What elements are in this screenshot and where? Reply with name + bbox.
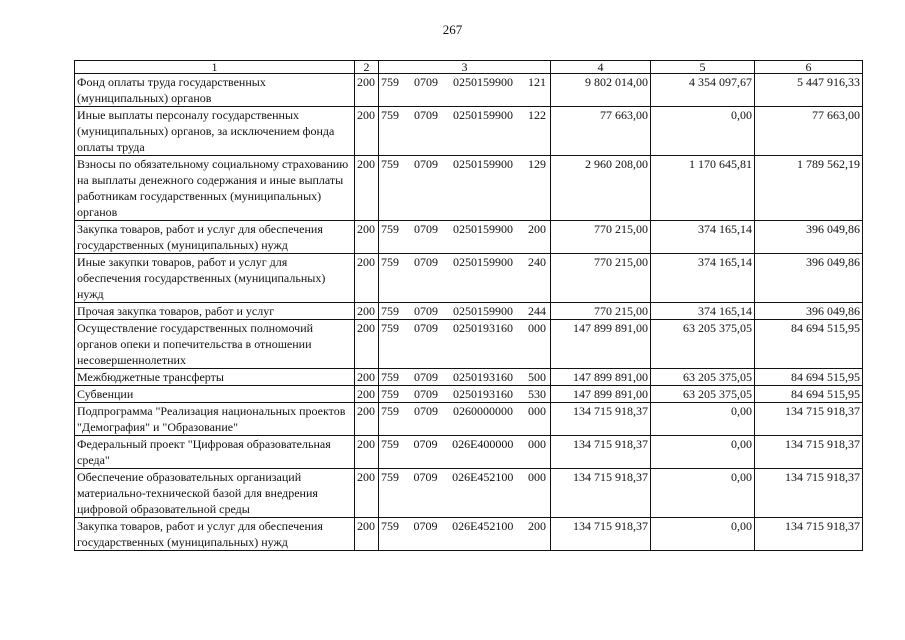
code-expense-type: 000 — [528, 404, 546, 418]
table-row — [75, 436, 863, 469]
code-department: 759 — [381, 157, 399, 171]
row-name: Иные выплаты персоналу государственных (муниципальных) органов, за исключением фонда оплаты труда — [75, 107, 355, 156]
row-name: Прочая закупка товаров, работ и услуг — [75, 303, 355, 320]
code-expense-type: 129 — [528, 157, 546, 171]
row-code-admin: 200 — [355, 156, 379, 221]
row-value-col4: 770 215,00 — [551, 221, 651, 254]
row-code-admin: 200 — [355, 254, 379, 303]
row-code-admin: 200 — [355, 518, 379, 551]
code-section: 0709 — [414, 304, 438, 318]
row-value-col6: 77 663,00 — [755, 107, 863, 156]
code-expense-type: 000 — [527, 470, 546, 484]
code-department: 759 — [381, 321, 399, 335]
row-name: Федеральный проект "Цифровая образовательная среда" — [75, 436, 355, 469]
code-expense-type: 500 — [528, 370, 546, 384]
row-budget-codes — [379, 436, 551, 469]
code-department: 759 — [381, 108, 399, 122]
table-row — [75, 369, 863, 386]
row-value-col5: 0,00 — [651, 436, 755, 469]
row-name: Иные закупки товаров, работ и услуг для обеспечения государственных (муниципальных) нужд — [75, 254, 355, 303]
row-value-col5: 63 205 375,05 — [651, 386, 755, 403]
row-value-col4: 2 960 208,00 — [551, 156, 651, 221]
code-target-article: 0250193160 — [453, 321, 513, 335]
row-value-col6: 1 789 562,19 — [755, 156, 863, 221]
row-name: Закупка товаров, работ и услуг для обеспечения государственных (муниципальных) нужд — [75, 518, 355, 551]
row-value-col4: 147 899 891,00 — [551, 386, 651, 403]
row-value-col6: 396 049,86 — [755, 221, 863, 254]
row-name: Взносы по обязательному социальному страхованию на выплаты денежного содержания и иные выплаты работникам государственных (муниципальных) органов — [75, 156, 355, 221]
row-value-col5: 63 205 375,05 — [651, 320, 755, 369]
row-value-col6: 396 049,86 — [755, 254, 863, 303]
code-section: 0709 — [414, 222, 438, 236]
code-section: 0709 — [413, 437, 438, 451]
code-department: 759 — [381, 222, 399, 236]
row-value-col4: 77 663,00 — [551, 107, 651, 156]
code-expense-type: 240 — [528, 255, 546, 269]
row-value-col6: 84 694 515,95 — [755, 320, 863, 369]
row-budget-codes — [379, 369, 551, 386]
code-target-article: 0250159900 — [453, 255, 513, 269]
code-target-article: 0250159900 — [453, 75, 513, 89]
column-header: 2 — [355, 61, 379, 74]
table-row — [75, 221, 863, 254]
code-target-article: 026E452100 — [452, 519, 514, 533]
row-value-col6: 134 715 918,37 — [755, 469, 863, 518]
row-code-admin: 200 — [355, 403, 379, 436]
row-code-admin: 200 — [355, 469, 379, 518]
row-value-col5: 0,00 — [651, 469, 755, 518]
row-budget-codes — [379, 221, 551, 254]
row-code-admin: 200 — [355, 303, 379, 320]
row-budget-codes — [379, 469, 551, 518]
row-value-col4: 134 715 918,37 — [551, 403, 651, 436]
table-row — [75, 303, 863, 320]
code-target-article: 0250159900 — [453, 304, 513, 318]
row-value-col6: 5 447 916,33 — [755, 74, 863, 107]
row-code-admin: 200 — [355, 386, 379, 403]
code-expense-type: 200 — [528, 222, 546, 236]
row-value-col4: 147 899 891,00 — [551, 320, 651, 369]
code-section: 0709 — [413, 519, 438, 533]
code-department: 759 — [381, 75, 399, 89]
row-code-admin: 200 — [355, 320, 379, 369]
code-department: 759 — [381, 404, 399, 418]
column-header: 6 — [755, 61, 863, 74]
row-value-col4: 147 899 891,00 — [551, 369, 651, 386]
code-expense-type: 530 — [528, 387, 546, 401]
row-budget-codes — [379, 303, 551, 320]
row-name: Межбюджетные трансферты — [75, 369, 355, 386]
row-value-col5: 374 165,14 — [651, 303, 755, 320]
code-target-article: 026E400000 — [452, 437, 514, 451]
code-section: 0709 — [414, 387, 438, 401]
row-value-col5: 1 170 645,81 — [651, 156, 755, 221]
row-value-col5: 374 165,14 — [651, 254, 755, 303]
row-value-col5: 0,00 — [651, 403, 755, 436]
table-row — [75, 518, 863, 551]
table-row — [75, 254, 863, 303]
row-value-col6: 134 715 918,37 — [755, 518, 863, 551]
column-header: 4 — [551, 61, 651, 74]
row-budget-codes — [379, 156, 551, 221]
row-code-admin: 200 — [355, 369, 379, 386]
table-row — [75, 107, 863, 156]
row-value-col4: 134 715 918,37 — [551, 518, 651, 551]
row-value-col4: 9 802 014,00 — [551, 74, 651, 107]
table-row — [75, 320, 863, 369]
row-name: Закупка товаров, работ и услуг для обеспечения государственных (муниципальных) нужд — [75, 221, 355, 254]
row-value-col5: 0,00 — [651, 518, 755, 551]
row-budget-codes — [379, 74, 551, 107]
row-code-admin: 200 — [355, 74, 379, 107]
code-department: 759 — [381, 470, 399, 484]
row-value-col6: 134 715 918,37 — [755, 436, 863, 469]
column-header: 3 — [379, 61, 551, 74]
code-section: 0709 — [414, 370, 438, 384]
code-target-article: 0250159900 — [453, 222, 513, 236]
code-target-article: 0250159900 — [453, 157, 513, 171]
table-row — [75, 469, 863, 518]
code-target-article: 0250193160 — [453, 387, 513, 401]
row-budget-codes — [379, 320, 551, 369]
row-value-col5: 63 205 375,05 — [651, 369, 755, 386]
row-name: Подпрограмма "Реализация национальных проектов "Демография" и "Образование" — [75, 403, 355, 436]
row-code-admin: 200 — [355, 436, 379, 469]
row-budget-codes — [379, 107, 551, 156]
code-section: 0709 — [414, 157, 438, 171]
row-budget-codes — [379, 386, 551, 403]
code-section: 0709 — [414, 321, 438, 335]
table-row — [75, 386, 863, 403]
row-value-col5: 374 165,14 — [651, 221, 755, 254]
code-expense-type: 121 — [528, 75, 546, 89]
row-value-col6: 134 715 918,37 — [755, 403, 863, 436]
row-value-col4: 770 215,00 — [551, 303, 651, 320]
column-header: 1 — [75, 61, 355, 74]
table-row — [75, 74, 863, 107]
row-name: Обеспечение образовательных организаций материально-технической базой для внедрения цифровой образовательной среды — [75, 469, 355, 518]
table-body — [75, 74, 863, 551]
row-name: Осуществление государственных полномочий органов опеки и попечительства в отношении несовершеннолетних — [75, 320, 355, 369]
row-budget-codes — [379, 518, 551, 551]
table-row — [75, 403, 863, 436]
code-expense-type: 200 — [527, 519, 546, 533]
code-expense-type: 000 — [528, 321, 546, 335]
row-code-admin: 200 — [355, 221, 379, 254]
row-code-admin: 200 — [355, 107, 379, 156]
code-section: 0709 — [414, 404, 438, 418]
row-value-col4: 134 715 918,37 — [551, 469, 651, 518]
page-number: 267 — [442, 22, 463, 37]
code-department: 759 — [381, 437, 399, 451]
code-section: 0709 — [413, 470, 438, 484]
code-department: 759 — [381, 304, 399, 318]
row-name: Субвенции — [75, 386, 355, 403]
code-section: 0709 — [414, 108, 438, 122]
code-section: 0709 — [414, 75, 438, 89]
code-target-article: 026E452100 — [452, 470, 514, 484]
row-value-col5: 0,00 — [651, 107, 755, 156]
budget-table — [74, 60, 863, 551]
row-value-col6: 396 049,86 — [755, 303, 863, 320]
row-value-col4: 134 715 918,37 — [551, 436, 651, 469]
column-header: 5 — [651, 61, 755, 74]
table-row — [75, 156, 863, 221]
code-target-article: 0250193160 — [453, 370, 513, 384]
code-department: 759 — [381, 370, 399, 384]
row-name: Фонд оплаты труда государственных (муниципальных) органов — [75, 74, 355, 107]
row-value-col4: 770 215,00 — [551, 254, 651, 303]
table-header-row — [75, 61, 863, 74]
row-value-col6: 84 694 515,95 — [755, 386, 863, 403]
code-department: 759 — [381, 255, 399, 269]
code-section: 0709 — [414, 255, 438, 269]
code-expense-type: 122 — [528, 108, 546, 122]
code-expense-type: 000 — [527, 437, 546, 451]
code-expense-type: 244 — [528, 304, 546, 318]
row-value-col6: 84 694 515,95 — [755, 369, 863, 386]
code-target-article: 0250159900 — [453, 108, 513, 122]
row-value-col5: 4 354 097,67 — [651, 74, 755, 107]
row-budget-codes — [379, 403, 551, 436]
code-target-article: 0260000000 — [453, 404, 513, 418]
code-department: 759 — [381, 519, 399, 533]
code-department: 759 — [381, 387, 399, 401]
row-budget-codes — [379, 254, 551, 303]
